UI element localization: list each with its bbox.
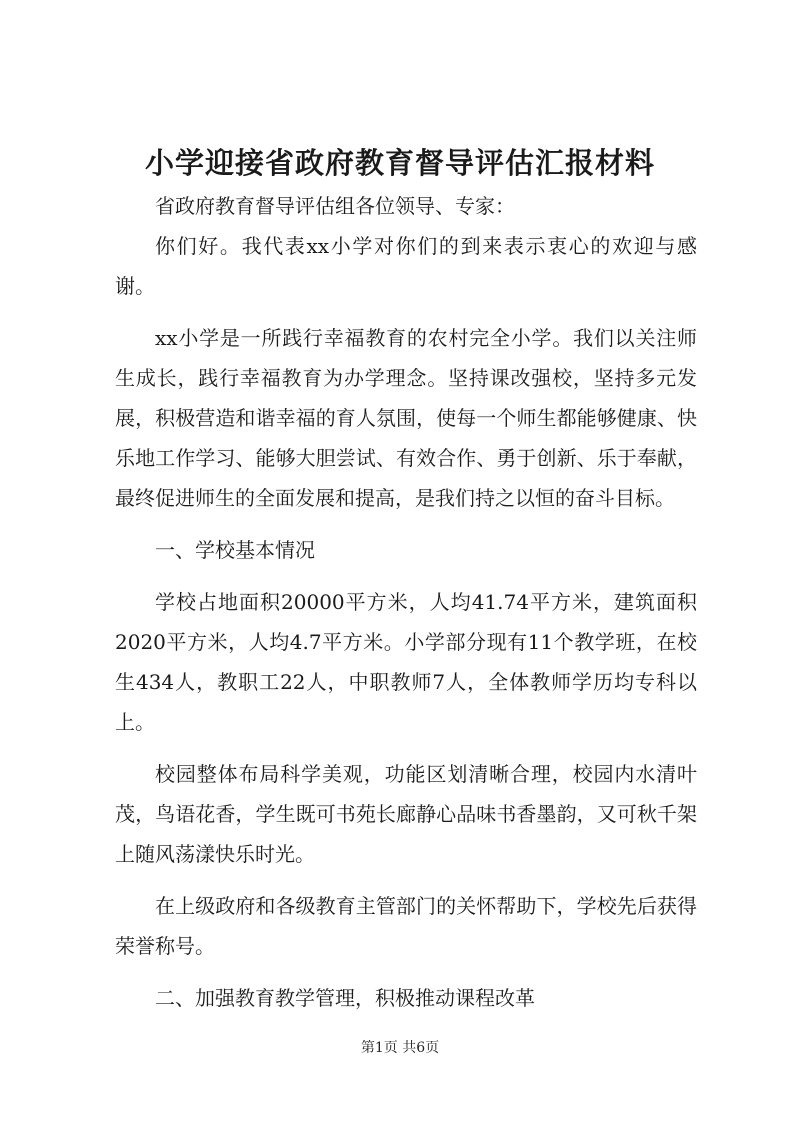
salutation-paragraph: 省政府教育督导评估组各位领导、专家： (155, 194, 515, 218)
section-heading-teaching-management: 二、加强教育教学管理，积极推动课程改革 (155, 986, 535, 1010)
section-heading-basic-info: 一、学校基本情况 (155, 538, 315, 562)
school-intro-paragraph: xx小学是一所践行幸福教育的农村完全小学。我们以关注师生成长，践行幸福教育为办学理念。坚持课改强校，坚持多元发展，积极营造和谐幸福的育人氛围，使每一个师生都能够健康、快乐地工作学习、能够大胆尝试、有效合作、勇于创新、乐于奉献，最终促进师生的全面发展和提高，是我们持之以恒的奋斗目标。 (115, 326, 697, 510)
honors-paragraph: 在上级政府和各级教育主管部门的关怀帮助下，学校先后获得荣誉称号。 (115, 894, 697, 958)
document-title: 小学迎接省政府教育督导评估汇报材料 (144, 146, 655, 180)
document-body (115, 186, 697, 1018)
page-number-footer: 第1页 共6页 (360, 1040, 440, 1056)
school-stats-paragraph: 学校占地面积20000平方米，人均41.74平方米，建筑面积2020平方米，人均4.7平方米。小学部分现有11个教学班，在校生434人，教职工22人，中职教师7人，全体教师学历均专科以上。 (115, 590, 697, 734)
greeting-paragraph: 你们好。我代表xx小学对你们的到来表示衷心的欢迎与感谢。 (115, 234, 697, 298)
campus-layout-paragraph: 校园整体布局科学美观，功能区划清晰合理，校园内水清叶茂，鸟语花香，学生既可书苑长廊静心品味书香墨韵，又可秋千架上随风荡漾快乐时光。 (115, 762, 697, 866)
